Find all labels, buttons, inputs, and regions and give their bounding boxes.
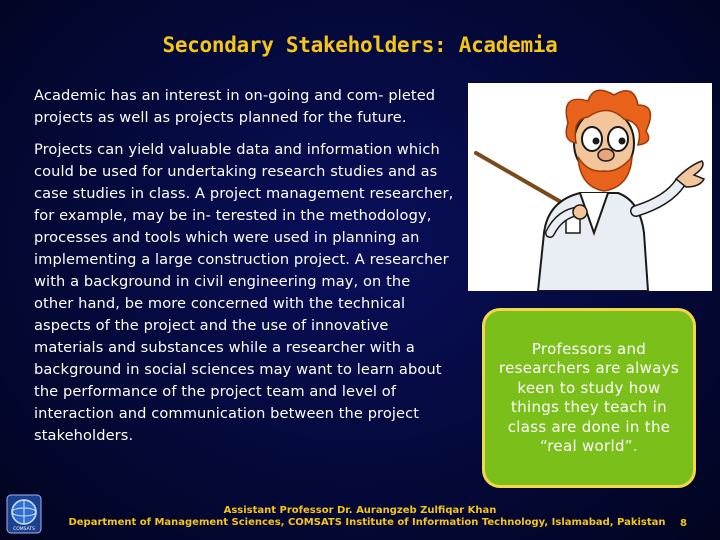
body-text	[34, 85, 454, 457]
callout-text: Professors and researchers are always keen to study how things they teach in class are done in the “real world”.	[498, 339, 679, 455]
footer-author: Assistant Professor Dr. Aurangzeb Zulfiqar Khan	[223, 505, 497, 516]
paragraph-academic-interest: Academic has an interest in on-going and com- pleted projects as well as projects planned for the future.	[34, 87, 436, 126]
footer-institution: Department of Management Sciences, COMSATS Institute of Information Technology, Islamabad, Pakistan	[68, 517, 666, 528]
professor-cartoon-icon	[468, 83, 712, 291]
slide-title: Secondary Stakeholders: Academia	[162, 33, 558, 57]
logo-text: COMSATS	[13, 527, 35, 532]
professor-cartoon-svg	[468, 83, 712, 291]
callout-box	[482, 308, 696, 488]
paragraph-research-value: Projects can yield valuable data and information which could be used for undertaking research studies and as case studies in class. A project management researcher, for example, may be in- terested in the methodology, processes and tools which were used in planning an implementing a large construction project. A researcher with a background in civil engineering may, on the other hand, be more concerned with the technical aspects of the project and the use of innovative materials and substances while a researcher with a background in social sciences may want to learn about the performance of the project team and level of interaction and communication between the project stakeholders.	[34, 141, 454, 444]
page-number: 8	[680, 518, 687, 529]
